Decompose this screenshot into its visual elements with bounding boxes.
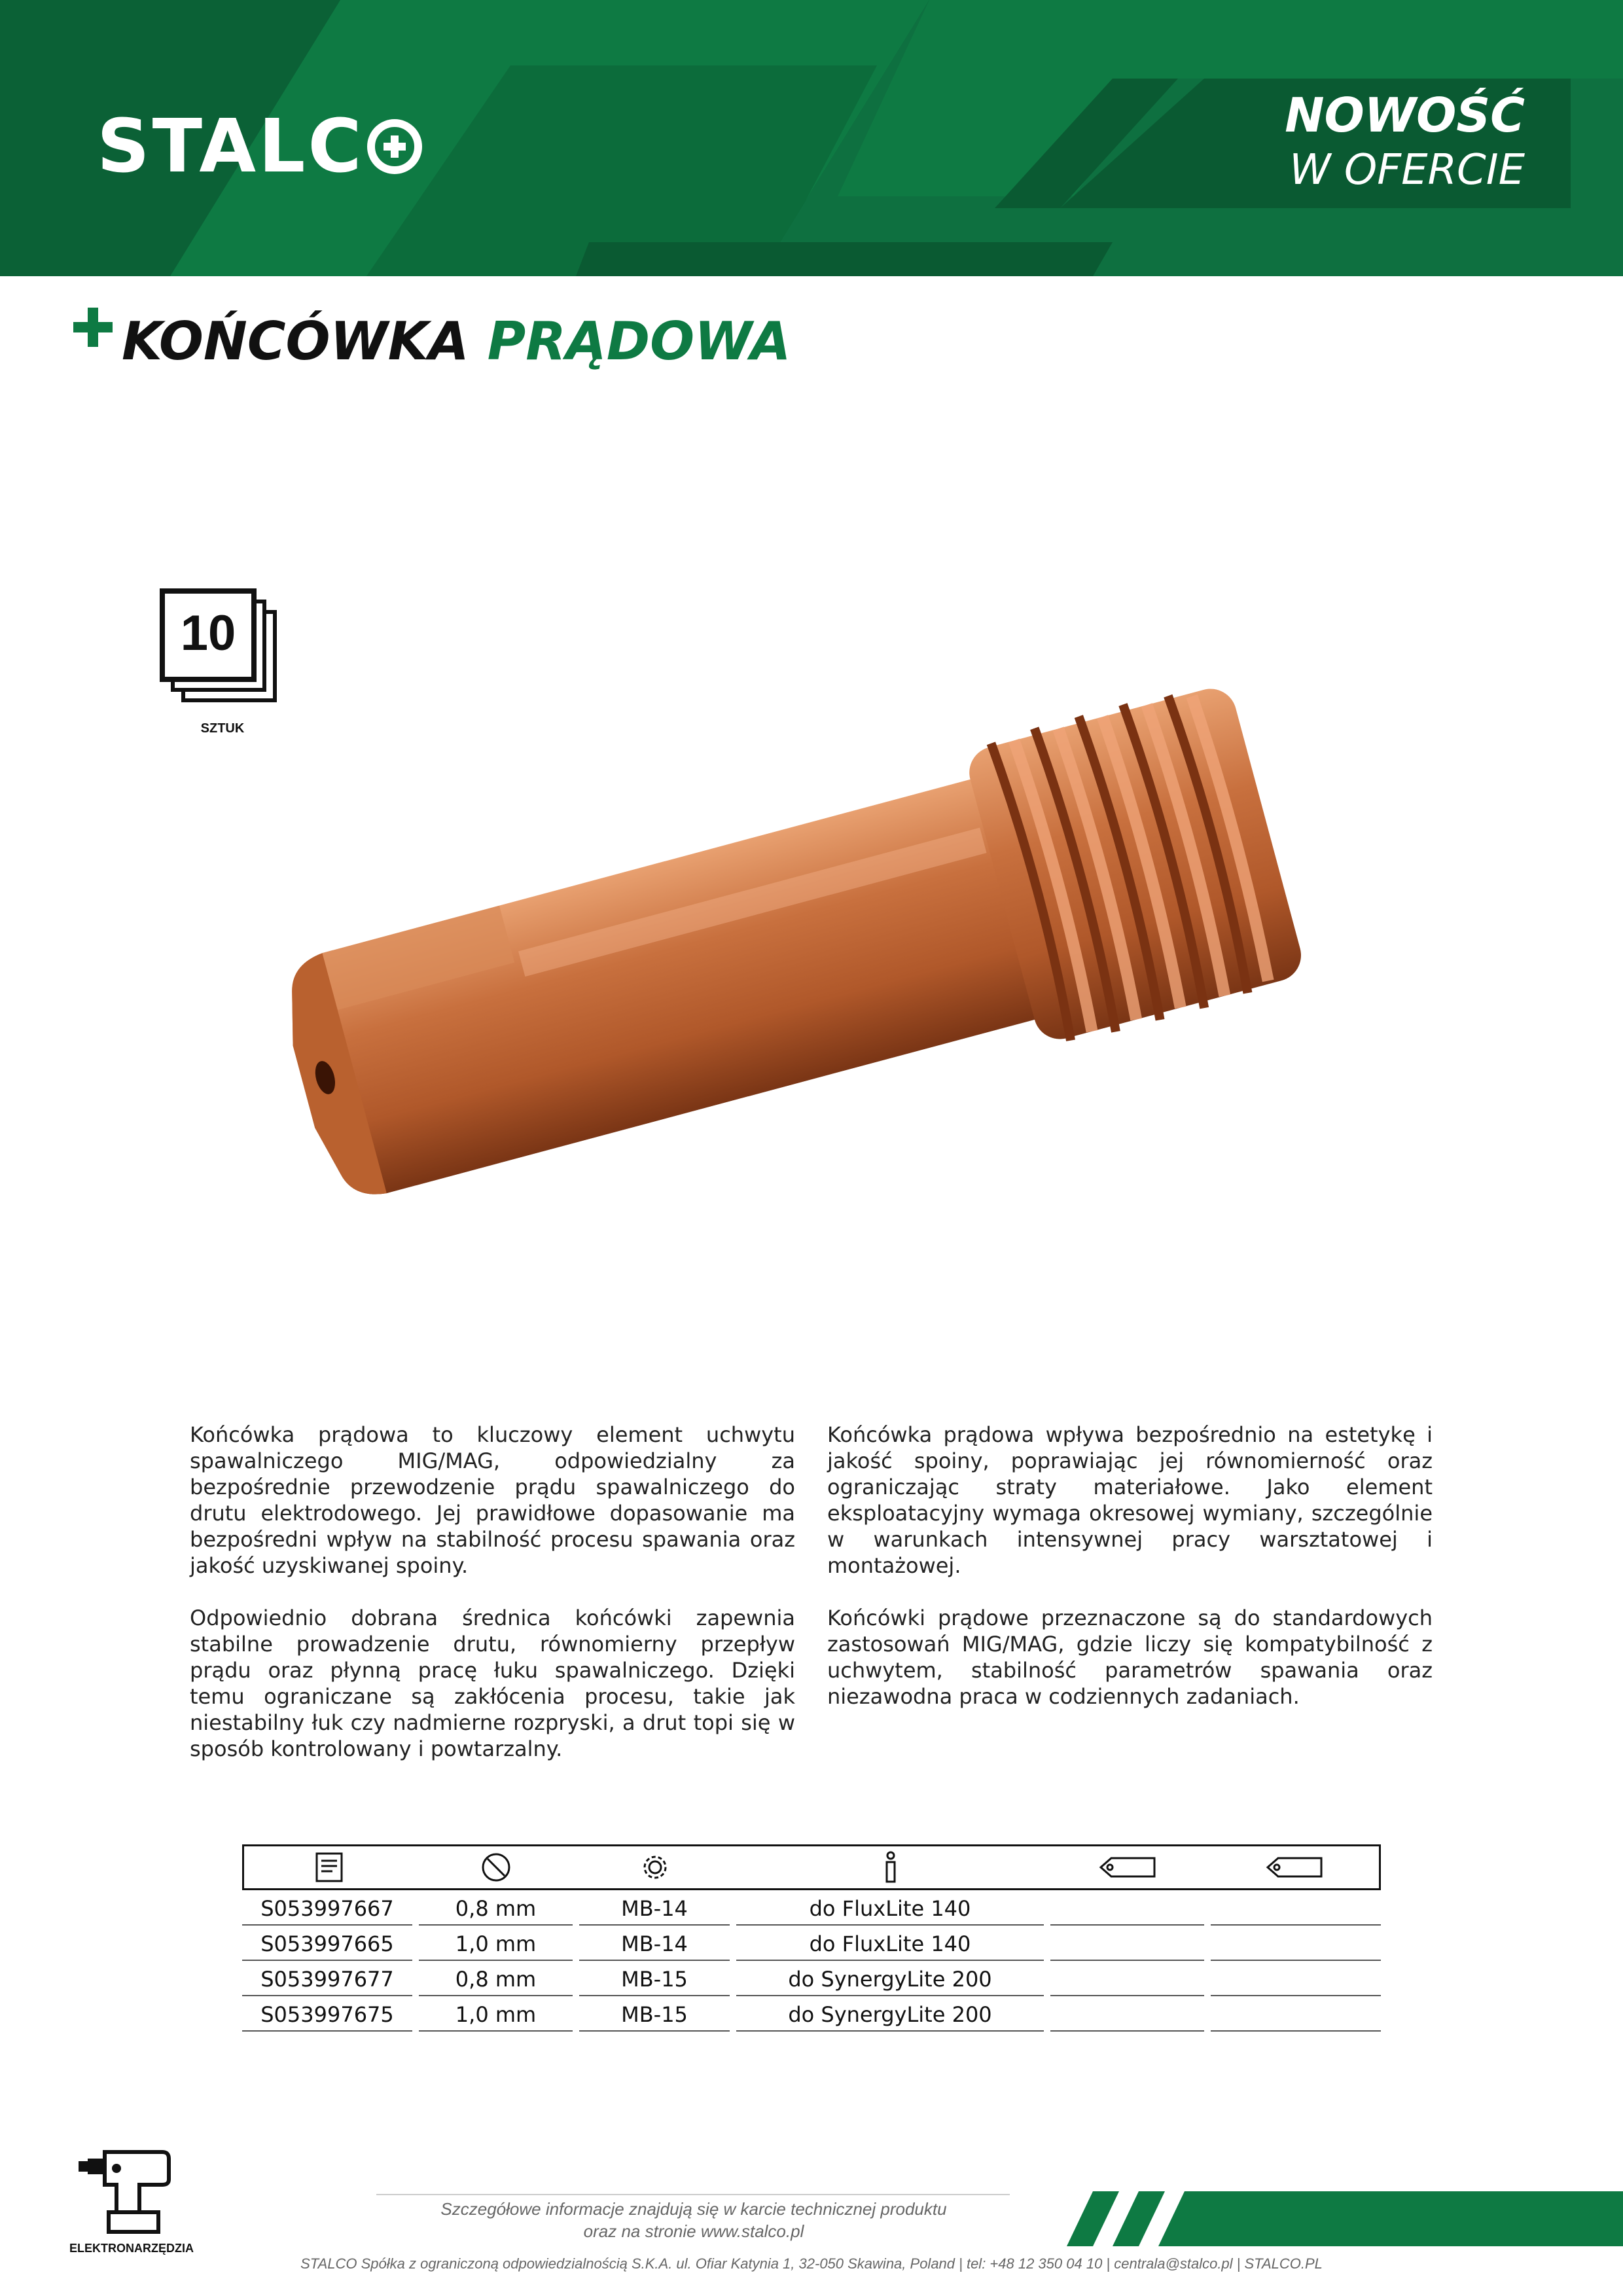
contact-tip-image <box>249 655 1414 1257</box>
wire-diameter: 1,0 mm <box>419 1926 573 1961</box>
table-row <box>242 1961 1381 1996</box>
price-tag-icon <box>1209 1846 1380 1888</box>
wire-diameter: 1,0 mm <box>419 1996 573 2032</box>
power-drill-icon <box>77 2147 175 2235</box>
description-column-2 <box>827 1422 1433 1710</box>
wire-diameter: 0,8 mm <box>419 1890 573 1926</box>
price-cell <box>1211 1996 1381 2032</box>
description-column-1 <box>190 1422 795 1762</box>
table-row <box>242 1890 1381 1926</box>
badge-new: NOWOŚĆ <box>1285 88 1525 143</box>
table-header <box>242 1844 1381 1890</box>
info-icon <box>735 1846 1046 1888</box>
product-variants-table <box>242 1844 1381 2032</box>
torch-type: MB-15 <box>579 1996 730 2032</box>
description-paragraph: Końcówka prądowa wpływa bezpośrednio na estetykę i jakość spoiny, poprawiając jej równomierność oraz ograniczając straty materiałowe. Jako element eksploatacyjny wymaga okresowej wymiany, szczególnie w warunkach intensywnej pracy warsztatowej i montażowej. <box>827 1422 1433 1578</box>
price-cell <box>1050 1926 1204 1961</box>
brand-name: STALC <box>97 104 365 189</box>
price-cell <box>1211 1926 1381 1961</box>
logo-plus-circle-icon <box>367 119 422 174</box>
product-code: S053997667 <box>242 1890 412 1926</box>
brand-logo <box>97 104 422 189</box>
document-icon <box>244 1846 414 1888</box>
compatibility: do SynergyLite 200 <box>736 1961 1044 1996</box>
title-part-2: PRĄDOWA <box>487 311 791 372</box>
header-banner <box>0 0 1623 276</box>
company-info: STALCO Spółka z ograniczoną odpowiedzialnością S.K.A. ul. Ofiar Katynia 1, 32-050 Skawina, Poland | tel: +48 12 350 04 10 | centrala@stalco.pl | STALCO.PL <box>300 2255 1323 2272</box>
description-paragraph: Odpowiednio dobrana średnica końcówki zapewnia stabilne prowadzenie drutu, równomierny przepływ prądu oraz płynną pracę łuku spawalniczego. Dzięki temu ograniczane są zakłócenia procesu, takie jak niestabilny łuk czy nadmierne rozpryski, a drut topi się w sposób kontrolowany i powtarzalny. <box>190 1605 795 1761</box>
product-code: S053997665 <box>242 1926 412 1961</box>
badge-in-offer: W OFERCIE <box>1289 146 1525 194</box>
title-part-1: KOŃCÓWKA <box>122 311 469 372</box>
compatibility: do FluxLite 140 <box>736 1890 1044 1926</box>
wire-diameter: 0,8 mm <box>419 1961 573 1996</box>
compatibility: do FluxLite 140 <box>736 1926 1044 1961</box>
price-cell <box>1211 1890 1381 1926</box>
title-plus-icon <box>73 308 113 347</box>
footer-divider <box>376 2194 1010 2195</box>
description-paragraph: Końcówka prądowa to kluczowy element uchwytu spawalniczego MIG/MAG, odpowiedzialny za bezpośrednie przewodzenie prądu spawalniczego do drutu elektrodowego. Jej prawidłowe dopasowanie ma bezpośredni wpływ na stabilność procesu spawania oraz jakość uzyskiwanej spoiny. <box>190 1422 795 1578</box>
product-title <box>122 311 791 372</box>
torch-type: MB-14 <box>579 1926 730 1961</box>
diameter-icon <box>418 1846 575 1888</box>
footer-note <box>366 2198 1021 2242</box>
torch-type: MB-15 <box>579 1961 730 1996</box>
product-code: S053997677 <box>242 1961 412 1996</box>
product-code: S053997675 <box>242 1996 412 2032</box>
footer-note-line-2: oraz na stronie www.stalco.pl <box>583 2221 804 2241</box>
price-cell <box>1050 1996 1204 2032</box>
category-label: ELEKTRONARZĘDZIA <box>69 2242 194 2255</box>
gear-icon <box>578 1846 732 1888</box>
price-cell <box>1050 1961 1204 1996</box>
pack-quantity: 10 <box>180 605 236 661</box>
price-cell <box>1211 1961 1381 1996</box>
price-cell <box>1050 1890 1204 1926</box>
table-row <box>242 1996 1381 2032</box>
table-row <box>242 1926 1381 1961</box>
torch-type: MB-14 <box>579 1890 730 1926</box>
footer-note-line-1: Szczegółowe informacje znajdują się w karcie technicznej produktu <box>440 2199 947 2219</box>
price-tag-icon <box>1049 1846 1206 1888</box>
footer-stripes <box>1067 2191 1623 2246</box>
description-paragraph: Końcówki prądowe przeznaczone są do standardowych zastosowań MIG/MAG, gdzie liczy się kompatybilność z uchwytem, stabilność parametrów spawania oraz niezawodna praca w codziennych zadaniach. <box>827 1605 1433 1709</box>
pack-label: SZTUK <box>200 721 245 736</box>
compatibility: do SynergyLite 200 <box>736 1996 1044 2032</box>
